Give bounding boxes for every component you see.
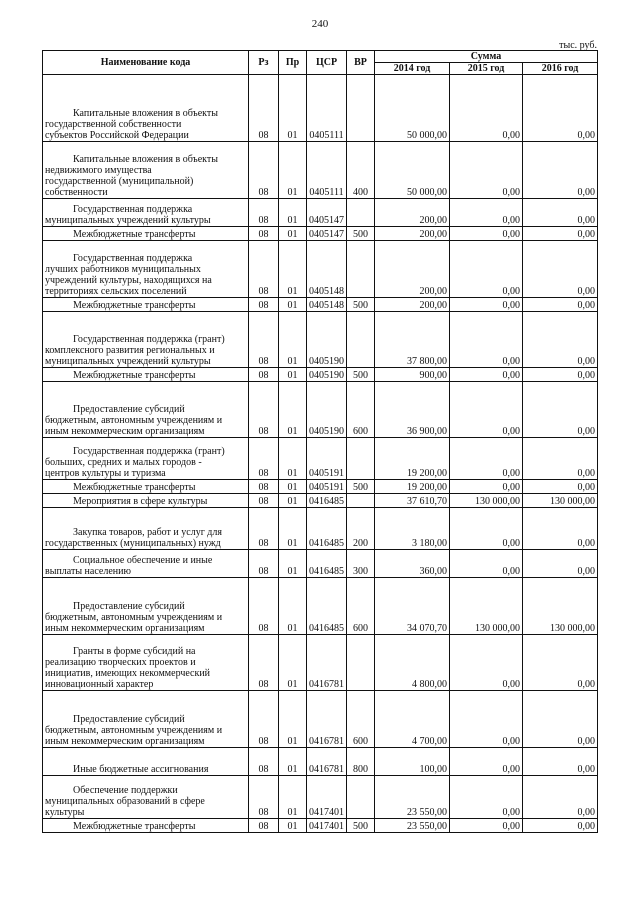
row-name-line: Предоставление субсидий bbox=[73, 601, 185, 612]
row-name-line: больших, средних и малых городов - bbox=[45, 457, 202, 468]
row-vr bbox=[347, 776, 375, 819]
row-pr: 01 bbox=[279, 75, 307, 142]
table-row bbox=[43, 494, 598, 508]
row-name-line: Мероприятия в сфере культуры bbox=[73, 496, 208, 507]
table-row bbox=[43, 508, 598, 550]
header-sum: Сумма bbox=[375, 51, 598, 63]
row-name-line: Межбюджетные трансферты bbox=[73, 482, 196, 493]
row-rz: 08 bbox=[249, 480, 279, 494]
row-rz: 08 bbox=[249, 508, 279, 550]
row-2016: 130 000,00 bbox=[523, 578, 598, 635]
row-pr: 01 bbox=[279, 241, 307, 298]
row-2014: 200,00 bbox=[375, 298, 450, 312]
table-row bbox=[43, 635, 598, 691]
row-csr: 0405191 bbox=[307, 438, 347, 480]
row-name-line: Предоставление субсидий bbox=[73, 714, 185, 725]
row-name-line: иным некоммерческим организациям bbox=[45, 736, 205, 747]
table-row bbox=[43, 819, 598, 833]
table-row bbox=[43, 748, 598, 776]
row-name bbox=[43, 75, 249, 142]
row-rz: 08 bbox=[249, 227, 279, 241]
header-2016: 2016 год bbox=[523, 63, 598, 75]
budget-table bbox=[42, 50, 598, 833]
row-name-line: Государственная поддержка bbox=[73, 253, 193, 264]
table-row bbox=[43, 578, 598, 635]
row-name-line: муниципальных учреждений культуры bbox=[45, 215, 211, 226]
row-pr: 01 bbox=[279, 550, 307, 578]
row-name-line: центров культуры и туризма bbox=[45, 468, 166, 479]
table-row bbox=[43, 312, 598, 368]
row-rz: 08 bbox=[249, 298, 279, 312]
row-vr bbox=[347, 494, 375, 508]
row-2015: 0,00 bbox=[450, 241, 523, 298]
row-name bbox=[43, 382, 249, 438]
row-name bbox=[43, 691, 249, 748]
row-name-line: инновационный характер bbox=[45, 679, 154, 690]
row-rz: 08 bbox=[249, 550, 279, 578]
row-name-line: реализацию творческих проектов и bbox=[45, 657, 196, 668]
row-name-line: государственной (муниципальной) bbox=[45, 176, 194, 187]
row-name-line: субъектов Российской Федерации bbox=[45, 130, 189, 141]
row-2016: 0,00 bbox=[523, 480, 598, 494]
row-rz: 08 bbox=[249, 494, 279, 508]
table-row bbox=[43, 691, 598, 748]
row-name bbox=[43, 438, 249, 480]
row-pr: 01 bbox=[279, 312, 307, 368]
row-name bbox=[43, 142, 249, 199]
row-name bbox=[43, 578, 249, 635]
row-pr: 01 bbox=[279, 142, 307, 199]
row-pr: 01 bbox=[279, 494, 307, 508]
row-csr: 0405148 bbox=[307, 241, 347, 298]
row-vr: 400 bbox=[347, 142, 375, 199]
row-2015: 0,00 bbox=[450, 480, 523, 494]
row-2014: 36 900,00 bbox=[375, 382, 450, 438]
table-row bbox=[43, 241, 598, 298]
row-pr: 01 bbox=[279, 508, 307, 550]
row-name-line: инициатив, имеющих некоммерческий bbox=[45, 668, 211, 679]
row-rz: 08 bbox=[249, 368, 279, 382]
row-csr: 0405190 bbox=[307, 368, 347, 382]
row-pr: 01 bbox=[279, 691, 307, 748]
row-2014: 37 800,00 bbox=[375, 312, 450, 368]
row-csr: 0405111 bbox=[307, 75, 347, 142]
row-2014: 37 610,70 bbox=[375, 494, 450, 508]
row-csr: 0405111 bbox=[307, 142, 347, 199]
row-vr bbox=[347, 241, 375, 298]
row-name-line: Межбюджетные трансферты bbox=[73, 229, 196, 240]
row-name bbox=[43, 748, 249, 776]
table-row bbox=[43, 776, 598, 819]
row-vr: 500 bbox=[347, 227, 375, 241]
row-csr: 0416781 bbox=[307, 635, 347, 691]
row-name-line: Обеспечение поддержки bbox=[73, 785, 178, 796]
row-2016: 0,00 bbox=[523, 227, 598, 241]
row-rz: 08 bbox=[249, 578, 279, 635]
row-2015: 0,00 bbox=[450, 691, 523, 748]
row-pr: 01 bbox=[279, 578, 307, 635]
row-2016: 130 000,00 bbox=[523, 494, 598, 508]
row-2015: 0,00 bbox=[450, 776, 523, 819]
row-vr bbox=[347, 312, 375, 368]
table-row bbox=[43, 227, 598, 241]
row-name-line: муниципальных образований в сфере bbox=[45, 796, 205, 807]
row-2016: 0,00 bbox=[523, 382, 598, 438]
header-vr: ВР bbox=[347, 51, 375, 75]
row-2014: 900,00 bbox=[375, 368, 450, 382]
row-pr: 01 bbox=[279, 199, 307, 227]
row-2014: 4 700,00 bbox=[375, 691, 450, 748]
row-name-line: бюджетным, автономным учреждениям и bbox=[45, 612, 223, 623]
row-vr bbox=[347, 199, 375, 227]
row-rz: 08 bbox=[249, 199, 279, 227]
row-name-line: Социальное обеспечение и иные bbox=[73, 555, 213, 566]
row-2014: 50 000,00 bbox=[375, 75, 450, 142]
row-csr: 0416485 bbox=[307, 508, 347, 550]
row-2014: 4 800,00 bbox=[375, 635, 450, 691]
row-name bbox=[43, 550, 249, 578]
header-2014: 2014 год bbox=[375, 63, 450, 75]
row-name bbox=[43, 508, 249, 550]
row-name-line: комплексного развития региональных и bbox=[45, 345, 215, 356]
table-row bbox=[43, 298, 598, 312]
row-pr: 01 bbox=[279, 382, 307, 438]
row-2014: 23 550,00 bbox=[375, 819, 450, 833]
row-2015: 0,00 bbox=[450, 142, 523, 199]
row-2016: 0,00 bbox=[523, 691, 598, 748]
row-name-line: Капитальные вложения в объекты bbox=[73, 108, 218, 119]
row-vr: 500 bbox=[347, 368, 375, 382]
table-row bbox=[43, 382, 598, 438]
row-name-line: Межбюджетные трансферты bbox=[73, 821, 196, 832]
row-name-line: иным некоммерческим организациям bbox=[45, 426, 205, 437]
table-row bbox=[43, 480, 598, 494]
row-name bbox=[43, 819, 249, 833]
row-2014: 200,00 bbox=[375, 199, 450, 227]
row-2016: 0,00 bbox=[523, 550, 598, 578]
row-pr: 01 bbox=[279, 227, 307, 241]
row-2015: 0,00 bbox=[450, 227, 523, 241]
row-vr bbox=[347, 75, 375, 142]
row-rz: 08 bbox=[249, 438, 279, 480]
row-name-line: территориях сельских поселений bbox=[45, 286, 187, 297]
row-name-line: Межбюджетные трансферты bbox=[73, 300, 196, 311]
row-2014: 23 550,00 bbox=[375, 776, 450, 819]
row-2016: 0,00 bbox=[523, 508, 598, 550]
row-2015: 0,00 bbox=[450, 438, 523, 480]
row-2015: 0,00 bbox=[450, 312, 523, 368]
row-csr: 0416485 bbox=[307, 494, 347, 508]
row-rz: 08 bbox=[249, 241, 279, 298]
row-2015: 0,00 bbox=[450, 550, 523, 578]
row-name-line: культуры bbox=[45, 807, 85, 818]
row-name bbox=[43, 312, 249, 368]
row-2014: 360,00 bbox=[375, 550, 450, 578]
table-row bbox=[43, 438, 598, 480]
row-name bbox=[43, 480, 249, 494]
row-2016: 0,00 bbox=[523, 368, 598, 382]
row-pr: 01 bbox=[279, 480, 307, 494]
row-csr: 0417401 bbox=[307, 776, 347, 819]
row-2016: 0,00 bbox=[523, 748, 598, 776]
row-csr: 0405190 bbox=[307, 382, 347, 438]
row-pr: 01 bbox=[279, 635, 307, 691]
row-2014: 100,00 bbox=[375, 748, 450, 776]
row-vr: 600 bbox=[347, 691, 375, 748]
row-2015: 0,00 bbox=[450, 382, 523, 438]
row-pr: 01 bbox=[279, 368, 307, 382]
row-name-line: Гранты в форме субсидий на bbox=[73, 646, 196, 657]
row-2016: 0,00 bbox=[523, 312, 598, 368]
row-pr: 01 bbox=[279, 298, 307, 312]
row-name-line: выплаты населению bbox=[45, 566, 131, 577]
row-2014: 200,00 bbox=[375, 241, 450, 298]
row-pr: 01 bbox=[279, 748, 307, 776]
row-name-line: государственной собственности bbox=[45, 119, 182, 130]
row-2015: 130 000,00 bbox=[450, 494, 523, 508]
row-vr: 200 bbox=[347, 508, 375, 550]
row-rz: 08 bbox=[249, 312, 279, 368]
row-2016: 0,00 bbox=[523, 199, 598, 227]
row-vr: 300 bbox=[347, 550, 375, 578]
table-body bbox=[43, 75, 598, 833]
units-label: тыс. руб. bbox=[559, 40, 597, 51]
row-2015: 0,00 bbox=[450, 199, 523, 227]
row-rz: 08 bbox=[249, 635, 279, 691]
row-2015: 0,00 bbox=[450, 819, 523, 833]
row-2016: 0,00 bbox=[523, 438, 598, 480]
row-name-line: Закупка товаров, работ и услуг для bbox=[73, 527, 222, 538]
table-row bbox=[43, 199, 598, 227]
row-name-line: бюджетным, автономным учреждениям и bbox=[45, 415, 223, 426]
row-name-line: Капитальные вложения в объекты bbox=[73, 154, 218, 165]
row-rz: 08 bbox=[249, 748, 279, 776]
row-2014: 19 200,00 bbox=[375, 480, 450, 494]
row-rz: 08 bbox=[249, 75, 279, 142]
row-pr: 01 bbox=[279, 819, 307, 833]
row-2014: 200,00 bbox=[375, 227, 450, 241]
row-2014: 3 180,00 bbox=[375, 508, 450, 550]
row-2015: 0,00 bbox=[450, 508, 523, 550]
row-2015: 0,00 bbox=[450, 748, 523, 776]
row-name-line: муниципальных учреждений культуры bbox=[45, 356, 211, 367]
table-row bbox=[43, 368, 598, 382]
row-name-line: Государственная поддержка (грант) bbox=[73, 334, 225, 345]
row-csr: 0405190 bbox=[307, 312, 347, 368]
row-csr: 0416781 bbox=[307, 748, 347, 776]
row-name-line: учреждений культуры, находящихся на bbox=[45, 275, 212, 286]
row-csr: 0417401 bbox=[307, 819, 347, 833]
row-2016: 0,00 bbox=[523, 819, 598, 833]
row-2016: 0,00 bbox=[523, 635, 598, 691]
page-number: 240 bbox=[311, 18, 329, 30]
row-rz: 08 bbox=[249, 776, 279, 819]
row-2015: 0,00 bbox=[450, 368, 523, 382]
row-csr: 0416485 bbox=[307, 550, 347, 578]
row-2015: 130 000,00 bbox=[450, 578, 523, 635]
row-name-line: Предоставление субсидий bbox=[73, 404, 185, 415]
row-name bbox=[43, 298, 249, 312]
row-name-line: Межбюджетные трансферты bbox=[73, 370, 196, 381]
row-csr: 0405147 bbox=[307, 227, 347, 241]
row-csr: 0416781 bbox=[307, 691, 347, 748]
row-name-line: лучших работников муниципальных bbox=[45, 264, 201, 275]
row-2015: 0,00 bbox=[450, 298, 523, 312]
row-2016: 0,00 bbox=[523, 142, 598, 199]
table-row bbox=[43, 142, 598, 199]
row-rz: 08 bbox=[249, 819, 279, 833]
row-name bbox=[43, 199, 249, 227]
row-2014: 50 000,00 bbox=[375, 142, 450, 199]
row-2016: 0,00 bbox=[523, 75, 598, 142]
row-2015: 0,00 bbox=[450, 635, 523, 691]
row-vr: 800 bbox=[347, 748, 375, 776]
header-name: Наименование кода bbox=[43, 51, 249, 75]
row-csr: 0405147 bbox=[307, 199, 347, 227]
row-pr: 01 bbox=[279, 776, 307, 819]
header-rz: Рз bbox=[249, 51, 279, 75]
row-2016: 0,00 bbox=[523, 776, 598, 819]
row-vr bbox=[347, 438, 375, 480]
row-name bbox=[43, 241, 249, 298]
row-name bbox=[43, 368, 249, 382]
row-rz: 08 bbox=[249, 382, 279, 438]
row-vr: 600 bbox=[347, 382, 375, 438]
table-row bbox=[43, 75, 598, 142]
header-csr: ЦСР bbox=[307, 51, 347, 75]
row-name-line: недвижимого имущества bbox=[45, 165, 152, 176]
row-2016: 0,00 bbox=[523, 241, 598, 298]
row-name-line: государственных (муниципальных) нужд bbox=[45, 538, 221, 549]
row-name bbox=[43, 227, 249, 241]
row-csr: 0416485 bbox=[307, 578, 347, 635]
row-name bbox=[43, 635, 249, 691]
row-2016: 0,00 bbox=[523, 298, 598, 312]
row-pr: 01 bbox=[279, 438, 307, 480]
row-2015: 0,00 bbox=[450, 75, 523, 142]
row-rz: 08 bbox=[249, 691, 279, 748]
header-pr: Пр bbox=[279, 51, 307, 75]
row-name-line: Иные бюджетные ассигнования bbox=[73, 764, 209, 775]
header-2015: 2015 год bbox=[450, 63, 523, 75]
row-name bbox=[43, 494, 249, 508]
row-2014: 19 200,00 bbox=[375, 438, 450, 480]
row-name-line: Государственная поддержка (грант) bbox=[73, 446, 225, 457]
row-csr: 0405148 bbox=[307, 298, 347, 312]
row-name-line: иным некоммерческим организациям bbox=[45, 623, 205, 634]
table-row bbox=[43, 550, 598, 578]
row-rz: 08 bbox=[249, 142, 279, 199]
row-name-line: собственности bbox=[45, 187, 108, 198]
row-vr: 500 bbox=[347, 298, 375, 312]
row-vr: 500 bbox=[347, 819, 375, 833]
row-csr: 0405191 bbox=[307, 480, 347, 494]
row-name bbox=[43, 776, 249, 819]
row-vr: 600 bbox=[347, 578, 375, 635]
row-vr: 500 bbox=[347, 480, 375, 494]
row-name-line: бюджетным, автономным учреждениям и bbox=[45, 725, 223, 736]
row-2014: 34 070,70 bbox=[375, 578, 450, 635]
row-vr bbox=[347, 635, 375, 691]
row-name-line: Государственная поддержка bbox=[73, 204, 193, 215]
